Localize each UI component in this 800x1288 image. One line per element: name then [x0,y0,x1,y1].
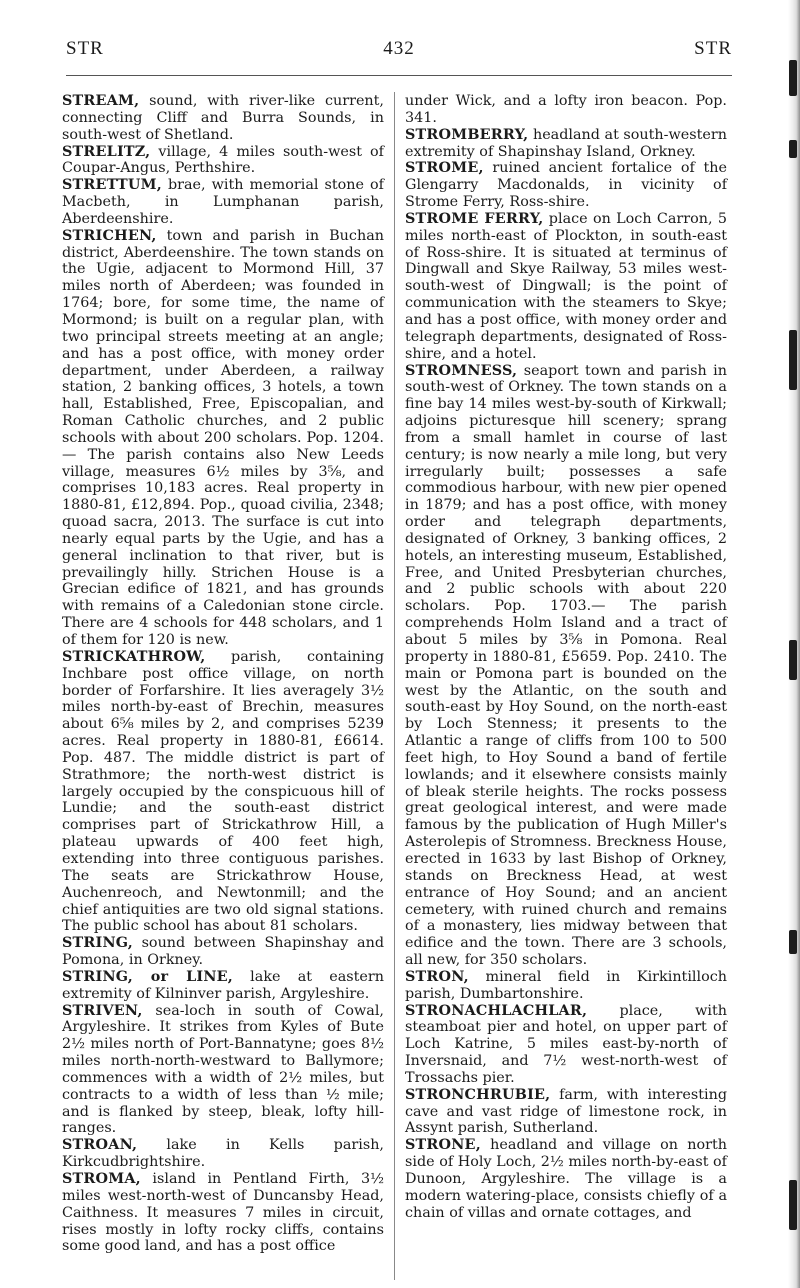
entry-text: lake in Kells parish, Kirkcudbrightshire. [62,1137,384,1171]
entry-text: under Wick, and a lofty iron beacon. Pop. 341. [405,93,727,126]
entry-strone [405,1137,727,1221]
entry-strettum [62,177,384,228]
entry-string-sound [62,935,384,969]
entry-text: place, with steamboat pier and hotel, on upper part of Loch Katrine, 5 miles east-by-north of Inversnaid, and 7½ west-north-west of Trossachs pier. [405,1002,727,1086]
entry-headword: STROMBERRY, [405,126,529,143]
entry-headword: STROME, [405,160,484,177]
entry-text: village, 4 miles south-west of Coupar-Angus, Perthshire. [62,143,384,177]
entry-text: headland and village on north side of Holy Loch, 2½ miles north-by-east of Dunoon, Argyleshire. The village is a modern watering-place, consists chiefly of a chain of villas and ornate cottages, and [405,1137,727,1221]
entry-text: place on Loch Carron, 5 miles north-east of Plockton, in south-east of Ross-shire. It is situated at terminus of Dingwall and Skye Railway, 53 miles west-south-west of Dingwall; is the point of communication with the steamers to Skye; and has a post office, with money order and telegraph departments, designated of Ross-shire, and a hotel. [405,210,727,362]
entry-headword: STRING, or LINE, [62,968,233,985]
entry-strickathrow [62,649,384,935]
entry-text: sea-loch in south of Cowal, Argyleshire. It strikes from Kyles of Bute 2½ miles north of Port-Bannatyne; goes 8½ miles north-north-westward to Ballymore; commences with a width of 2½ miles, but contracts to a width of less than ½ mile; and is flanked by steep, bleak, lofty hill-ranges. [62,1002,384,1137]
entry-stron [405,969,727,1003]
entry-headword: STRON, [405,968,469,985]
entry-text: town and parish in Buchan district, Aberdeenshire. The town stands on the Ugie, adjacent to Mormond Hill, 37 miles north of Aberdeen; was founded in 1764; bore, for some time, the name of Mormond; is built on a regular plan, with two principal streets meeting at an angle; and has a post office, with money order department, under Aberdeen, a railway station, 2 banking offices, 3 hotels, a town hall, Established, Free, Episcopalian, and Roman Catholic churches, and 2 public schools with about 200 scholars. Pop. 1204. — The parish contains also New Leeds village, measures 6½ miles by 3⅝, and comprises 10,183 acres. Real property in 1880-81, £12,894. Pop., quoad civilia, 2348; quoad sacra, 2013. The surface is cut into nearly equal parts by the Ugie, and has a general inclination to that river, but is prevailingly hilly. Strichen House is a Grecian edifice of 1821, and has grounds with remains of a Caledonian stone circle. There are 4 schools for 448 scholars, and 1 of them for 120 is new. [62,227,384,648]
page-number: 432 [383,38,415,59]
column-divider [394,92,395,1280]
entry-text: island in Pentland Firth, 3½ miles west-north-west of Duncansby Head, Caithness. It measures 7 miles in circuit, rises mostly in lofty rocky cliffs, contains some good land, and has a post office [62,1171,384,1255]
entry-strome [405,160,727,211]
entry-text: seaport town and parish in south-west of Orkney. The town stands on a fine bay 14 miles west-by-south of Kirkwall; adjoins picturesque hill scenery; sprang from a small hamlet in course of last century; is now nearly a mile long, but very irregularly built; possesses a safe commodious harbour, with new pier opened in 1879; and has a post office, with money order and telegraph departments, designated of Orkney, 3 banking offices, 2 hotels, an interesting museum, Established, Free, and United Presbyterian churches, and 2 public schools with about 220 scholars. Pop. 1703.— The parish comprehends Holm Island and a tract of about 5 miles by 3⅝ in Pomona. Real property in 1880-81, £5659. Pop. 2410. The main or Pomona part is bounded on the west by the Atlantic, on the south and south-east by Hoy Sound, on the north-east by Loch Stenness; it presents to the Atlantic a range of cliffs from 100 to 500 feet high, to Hoy Sound a band of fertile lowlands; and it elsewhere consists mainly of bleak sterile heights. The rocks possess great geological interest, and were made famous by the publication of Hugh Miller's Asterolepis of Stromness. Breckness House, erected in 1633 by last Bishop of Orkney, stands on Breckness Head, at west entrance of Hoy Sound; and an ancient cemetery, with ruined church and remains of a monastery, lies midway between that edifice and the town. There are 3 schools, all new, for 350 scholars. [405,362,727,969]
entry-text: ruined ancient fortalice of the Glengarry Macdonalds, in vicinity of Strome Ferry, Ross-shire. [405,160,727,211]
entry-text: lake at eastern extremity of Kilninver parish, Argyleshire. [62,968,384,1002]
entry-text: mineral field in Kirkintilloch parish, Dumbartonshire. [405,968,727,1002]
running-header [66,38,732,60]
entry-stroma [62,1171,384,1255]
entry-text: parish, containing Inchbare post office village, on north border of Forfarshire. It lies averagely 3½ miles north-by-east of Brechin, measures about 6⅝ miles by 2, and comprises 5239 acres. Real property in 1880-81, £6614. Pop. 487. The middle district is part of Strathmore; the north-west district is largely occupied by the conspicuous hill of Lundie; and the south-east district comprises part of Strickathrow Hill, a plateau upwards of 400 feet high, extending into three contiguous parishes. The seats are Strickathrow House, Auchenreoch, and Newtonmill; and the chief antiquities are two old signal stations. The public school has about 81 scholars. [62,648,384,935]
entry-headword: STRONCHRUBIE, [405,1086,551,1103]
edge-mark [789,640,797,680]
entry-stream [62,93,384,144]
entry-headword: STRICKATHROW, [62,648,206,665]
entry-headword: STRELITZ, [62,143,151,160]
entry-headword: STROMNESS, [405,362,518,379]
entry-text: sound between Shapinshay and Pomona, in Orkney. [62,935,384,969]
entry-headword: STRICHEN, [62,227,157,244]
entry-striven [62,1003,384,1138]
entry-text: farm, with interesting cave and vast ridge of limestone rock, in Assynt parish, Sutherland. [405,1086,727,1137]
entry-stronachlachlar [405,1003,727,1087]
entry-headword: STRING, [62,935,133,952]
header-left-guideword: STR [66,38,104,59]
entry-headword: STRONACHLACHLAR, [405,1002,588,1019]
entry-stronchrubie [405,1087,727,1138]
entry-text: brae, with memorial stone of Macbeth, in Lumphanan parish, Aberdeenshire. [62,177,384,227]
entry-headword: STRETTUM, [62,177,162,194]
entry-headword: STROAN, [62,1137,138,1154]
edge-mark [789,1180,797,1230]
entry-headword: STREAM, [62,93,140,109]
edge-mark [789,60,797,96]
edge-mark [789,140,797,158]
entry-strelitz [62,144,384,178]
entry-headword: STROMA, [62,1171,141,1187]
entry-headword: STROME FERRY, [405,210,544,227]
right-column [405,93,727,1222]
entry-headword: STRONE, [405,1137,481,1154]
entry-text: sound, with river-like current, connecting Cliff and Burra Sounds, in south-west of Shetland. [62,93,384,143]
entry-text: headland at south-western extremity of Shapinshay Island, Orkney. [405,126,727,160]
entry-headword: STRIVEN, [62,1002,143,1019]
left-column [62,93,384,1255]
entry-stroan [62,1137,384,1171]
header-rule [66,75,732,76]
entry-strome-ferry [405,211,727,363]
edge-mark [789,330,797,390]
page-edge-shadow [788,0,800,1288]
entry-stromberry [405,127,727,161]
edge-mark [789,930,797,954]
entry-strichen [62,228,384,649]
entry-stromness [405,363,727,969]
entry-string-lake [62,969,384,1003]
header-right-guideword: STR [694,38,732,59]
entry-stroma-continued [405,93,727,127]
